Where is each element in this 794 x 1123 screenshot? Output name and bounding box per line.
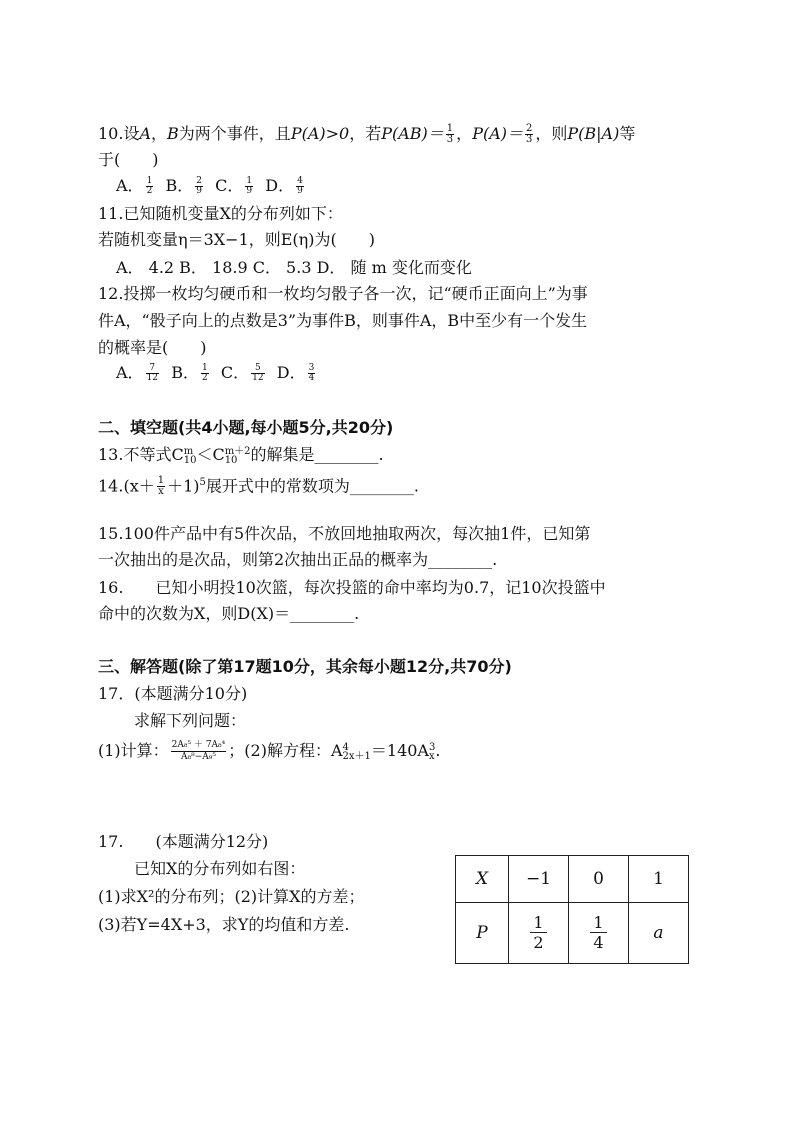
table-cell-x2: 0 (569, 856, 629, 903)
table-row-x (456, 856, 689, 903)
q12-stem: 12.投掷一枚均匀硬币和一枚均匀骰子各一次，记“硬币正面向上”为事 (98, 284, 588, 303)
q17b-line3: (3)若Y=4X+3，求Y的均值和方差. (98, 915, 350, 934)
q17a-parts: (1)计算： $\frac{\text{2A₈⁵ ＋ 7A₈⁴}}{\text{A₈⁸−A₉⁵}}$ ；(2)解方程：A 4 2x＋1 ＝140A 3 x . (98, 740, 441, 762)
section-answer-heading: 三、解答题(除了第17题10分，其余每小题12分,共70分) (98, 657, 512, 676)
q17b-line2: (1)求X²的分布列；(2)计算X的方差； (98, 887, 365, 906)
q15-line1: 15.100件产品中有5件次品，不放回地抽取两次，每次抽1件，已知第 (98, 524, 591, 543)
q17b-title: 17. (本题满分12分) (98, 832, 269, 851)
q16-line1: 16. 已知小明投10次篮，每次投篮的命中率均为0.7，记10次投篮中 (98, 578, 606, 597)
q12-stem-cont1: 件A，“骰子向上的点数是3”为事件B，则事件A，B中至少有一个发生 (98, 311, 588, 330)
q17a-title: 17．(本题满分10分) (98, 684, 248, 703)
table-header-p: P (456, 903, 509, 964)
q12-options: A． $\frac{7}{12}$ B． $\frac{1}{2}$ C． $\frac{5}{12}$ D． $\frac{3}{4}$ (116, 363, 315, 383)
table-header-x: X (456, 856, 509, 903)
q13: 13.不等式C m 10 ＜C m＋2 10 的解集是________. (98, 445, 384, 466)
q16-line2: 命中的次数为X，则D(X)＝________. (98, 604, 360, 623)
q11-stem-cont: 若随机变量η＝3X−1，则E(η)为( ) (98, 230, 375, 249)
table-cell-x1: −1 (509, 856, 569, 903)
table-row-p (456, 903, 689, 964)
q17a-prompt: 求解下列问题： (134, 711, 247, 730)
q11-stem: 11.已知随机变量X的分布列如下： (98, 204, 343, 223)
q10-options: A． $\frac{1}{2}$ B． $\frac{2}{9}$ C． $\frac{1}{9}$ D． $\frac{4}{9}$ (116, 176, 303, 196)
q10-stem-cont: 于( ) (98, 150, 159, 169)
table-cell-p3: a (629, 903, 689, 964)
table-cell-p1: $\frac{1}{2}$ (509, 903, 569, 964)
distribution-table (455, 855, 689, 964)
q14: 14.(x＋ $\frac{1}{x}$ ＋1)$^5$展开式中的常数项为________. (98, 475, 419, 498)
section-fill-in-heading: 二、填空题(共4小题,每小题5分,共20分) (98, 418, 394, 437)
q10-stem: 10.设A，B为两个事件，且P(A)>0，若P(AB)＝ $\frac{1}{3}$ ，P(A)＝ $\frac{2}{3}$ ，则P(B|A)等 (98, 123, 636, 145)
table-cell-x3: 1 (629, 856, 689, 903)
table-cell-p2: $\frac{1}{4}$ (569, 903, 629, 964)
q12-stem-cont2: 的概率是( ) (98, 338, 207, 357)
q17b-line1: 已知X的分布列如右图： (134, 859, 306, 878)
q15-line2: 一次抽出的是次品，则第2次抽出正品的概率为________. (98, 550, 498, 569)
q11-options: A． 4.2 B． 18.9 C． 5.3 D． 随 m 变化而变化 (116, 258, 472, 277)
